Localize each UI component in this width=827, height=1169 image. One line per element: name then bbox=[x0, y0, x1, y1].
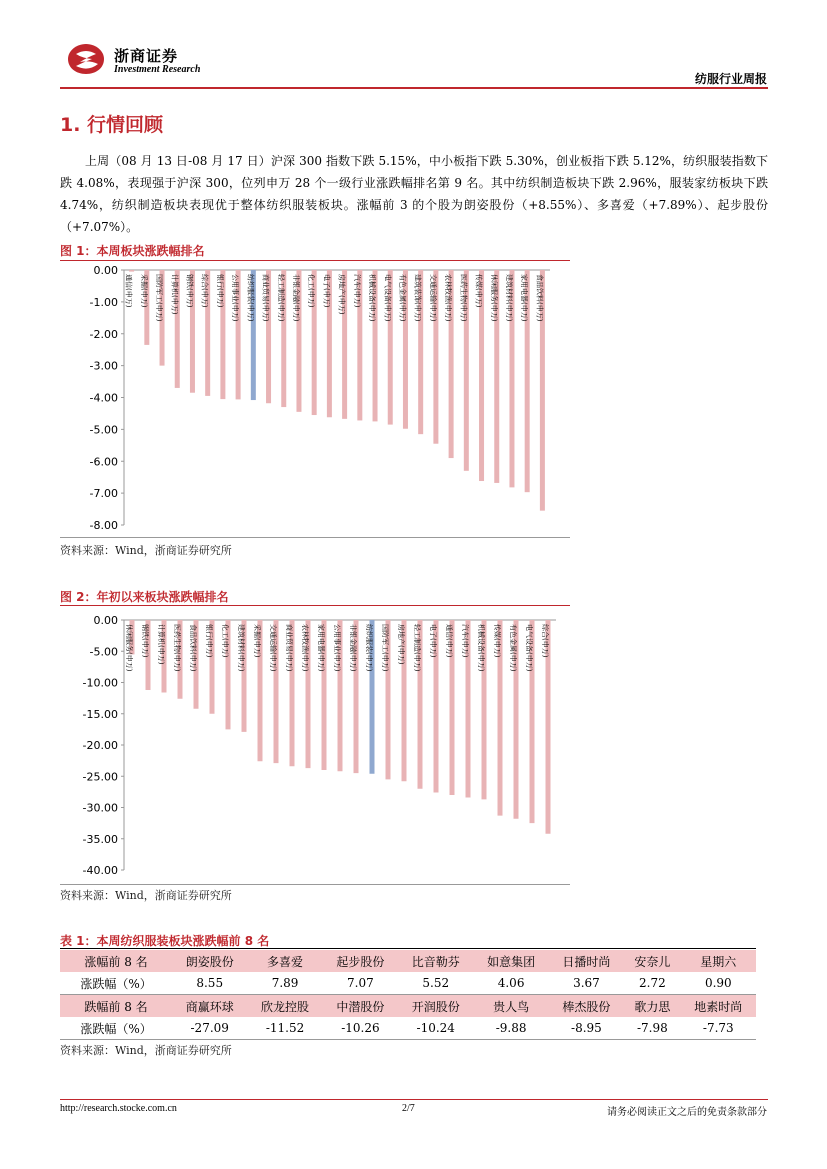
table-cell: 4.06 bbox=[473, 972, 548, 995]
category-label: 医药生物(申万) bbox=[459, 274, 468, 322]
category-label: 通信(申万) bbox=[445, 624, 453, 658]
report-type: 纺服行业周报 bbox=[694, 72, 767, 86]
table-cell: 地素时尚 bbox=[681, 995, 756, 1018]
category-label: 汽车(申万) bbox=[352, 274, 361, 308]
category-label: 交通运输(申万) bbox=[269, 624, 277, 672]
y-tick-label: -6.00 bbox=[89, 455, 118, 469]
category-label: 房地产(申万) bbox=[337, 274, 346, 315]
table-cell: 棒杰股份 bbox=[549, 995, 624, 1018]
table-1-top-line bbox=[60, 948, 756, 949]
table-row bbox=[60, 1017, 756, 1040]
category-label: 计算机(申万) bbox=[157, 624, 165, 665]
y-tick-label: -30.00 bbox=[82, 801, 118, 815]
figure-1-bottom-line bbox=[60, 537, 570, 538]
y-tick-label: 0.00 bbox=[93, 614, 118, 627]
category-label: 轻工制造(申万) bbox=[413, 624, 421, 672]
category-label: 国防军工(申万) bbox=[381, 624, 389, 672]
category-label: 轻工制造(申万) bbox=[276, 274, 285, 322]
category-label: 汽车(申万) bbox=[461, 624, 469, 658]
row-label: 涨幅前 8 名 bbox=[60, 950, 172, 972]
y-tick-label: -7.00 bbox=[89, 487, 118, 501]
category-label: 农林牧渔(申万) bbox=[301, 624, 309, 672]
category-label: 非银金融(申万) bbox=[291, 274, 300, 322]
category-label: 有色金属(申万) bbox=[509, 624, 517, 672]
category-label: 商业贸易(申万) bbox=[261, 274, 270, 322]
logo bbox=[66, 42, 106, 76]
table-cell: 日播时尚 bbox=[549, 950, 624, 972]
table-cell: 3.67 bbox=[549, 972, 624, 995]
chart-ytd-ranking bbox=[60, 608, 575, 886]
category-label: 家用电器(申万) bbox=[317, 624, 325, 672]
category-label: 国防军工(申万) bbox=[155, 274, 164, 322]
y-tick-label: 0.00 bbox=[93, 264, 118, 277]
chart-weekly-ranking bbox=[60, 262, 575, 538]
table-cell: -7.98 bbox=[624, 1017, 681, 1040]
table-cell: 如意集团 bbox=[473, 950, 548, 972]
table-row bbox=[60, 995, 756, 1018]
y-tick-label: -40.00 bbox=[82, 864, 118, 877]
category-label: 传媒(申万) bbox=[474, 274, 483, 308]
footer-url[interactable]: http://research.stocke.com.cn bbox=[60, 1103, 177, 1114]
category-label: 建筑装饰(申万) bbox=[413, 274, 422, 322]
y-tick-label: -8.00 bbox=[89, 519, 118, 532]
top-movers-table bbox=[60, 950, 756, 1040]
figure-1-divider bbox=[60, 260, 570, 261]
figure-1-source: 资料来源：Wind，浙商证券研究所 bbox=[60, 544, 232, 557]
table-cell: -8.95 bbox=[549, 1017, 624, 1040]
table-cell: -9.88 bbox=[473, 1017, 548, 1040]
category-label: 交通运输(申万) bbox=[428, 274, 437, 322]
category-label: 通信(申万) bbox=[124, 274, 133, 308]
table-cell: 起步股份 bbox=[323, 950, 398, 972]
table-row bbox=[60, 950, 756, 972]
table-cell: 安奈儿 bbox=[624, 950, 681, 972]
table-cell: 8.55 bbox=[172, 972, 247, 995]
table-cell: -7.73 bbox=[681, 1017, 756, 1040]
header-divider bbox=[60, 87, 768, 89]
category-label: 建筑材料(申万) bbox=[504, 274, 513, 322]
category-label: 房地产(申万) bbox=[397, 624, 405, 665]
summary-paragraph: 上周（08 月 13 日-08 月 17 日）沪深 300 指数下跌 5.15%，中小板指下跌 5.30%，创业板指下跌 5.12%，纺织服装指数下跌 4.08%，表现强于沪深 300，位列申万 28 个一级行业涨跌幅排名第 9 名。其中纺织制造板块下跌 2.96%，服装家纺板块下跌 4.74%，纺织制造板块表现优于整体纺织服装板块。涨幅前 3 的个股为朗姿股份（+8.55%）、多喜爱（+7.89%）、起步股份（+7.07%）。 bbox=[60, 154, 768, 234]
table-1-source: 资料来源：Wind，浙商证券研究所 bbox=[60, 1044, 232, 1057]
category-label: 公用事业(申万) bbox=[231, 274, 240, 322]
y-tick-label: -35.00 bbox=[82, 832, 118, 846]
y-tick-label: -25.00 bbox=[82, 770, 118, 784]
category-label: 电子(申万) bbox=[429, 624, 437, 658]
y-tick-label: -5.00 bbox=[89, 423, 118, 437]
row-label: 涨跌幅（%） bbox=[60, 1017, 172, 1040]
category-label: 钢铁(申万) bbox=[141, 624, 149, 658]
category-label: 综合(申万) bbox=[200, 274, 209, 308]
category-label: 银行(申万) bbox=[205, 624, 213, 658]
category-label: 医药生物(申万) bbox=[173, 624, 181, 672]
category-label: 有色金属(申万) bbox=[398, 274, 407, 322]
bar bbox=[129, 270, 134, 272]
y-tick-label: -10.00 bbox=[82, 676, 118, 690]
category-label: 公用事业(申万) bbox=[333, 624, 341, 672]
row-label: 跌幅前 8 名 bbox=[60, 995, 172, 1018]
table-cell: -10.24 bbox=[398, 1017, 473, 1040]
category-label: 建筑材料(申万) bbox=[237, 624, 245, 672]
table-cell: -10.26 bbox=[323, 1017, 398, 1040]
category-label: 机械设备(申万) bbox=[368, 274, 377, 322]
y-tick-label: -4.00 bbox=[89, 391, 118, 405]
table-cell: 朗姿股份 bbox=[172, 950, 247, 972]
row-label: 涨跌幅（%） bbox=[60, 972, 172, 995]
category-label: 休闲服务(申万) bbox=[125, 624, 133, 672]
table-cell: 2.72 bbox=[624, 972, 681, 995]
category-label: 化工(申万) bbox=[307, 274, 316, 308]
table-cell: 7.07 bbox=[323, 972, 398, 995]
category-label: 采掘(申万) bbox=[253, 624, 261, 658]
table-cell: 开润股份 bbox=[398, 995, 473, 1018]
table-cell: 7.89 bbox=[247, 972, 322, 995]
category-label: 商业贸易(申万) bbox=[285, 624, 293, 672]
table-cell: -11.52 bbox=[247, 1017, 322, 1040]
figure-2-title: 图 2：年初以来板块涨跌幅排名 bbox=[60, 590, 229, 604]
table-cell: 中潜股份 bbox=[323, 995, 398, 1018]
y-tick-label: -3.00 bbox=[89, 359, 118, 373]
table-1-title: 表 1：本周纺织服装板块涨跌幅前 8 名 bbox=[60, 934, 270, 948]
category-label: 银行(申万) bbox=[215, 274, 224, 308]
footer-disclaimer: 请务必阅读正文之后的免责条款部分 bbox=[607, 1107, 767, 1118]
table-cell: -27.09 bbox=[172, 1017, 247, 1040]
table-cell: 歌力思 bbox=[624, 995, 681, 1018]
logo-text-en: Investment Research bbox=[114, 64, 201, 75]
category-label: 纺织服装(申万) bbox=[365, 624, 373, 672]
category-label: 电子(申万) bbox=[322, 274, 331, 308]
category-label: 食品饮料(申万) bbox=[189, 624, 197, 672]
category-label: 综合(申万) bbox=[541, 624, 549, 658]
y-tick-label: -1.00 bbox=[89, 295, 118, 309]
y-tick-label: -15.00 bbox=[82, 707, 118, 721]
category-label: 非银金融(申万) bbox=[349, 624, 357, 672]
table-cell: 贵人鸟 bbox=[473, 995, 548, 1018]
category-label: 传媒(申万) bbox=[493, 624, 501, 658]
figure-1-title: 图 1：本周板块涨跌幅排名 bbox=[60, 244, 205, 258]
section-title: 1. 行情回顾 bbox=[60, 114, 164, 136]
category-label: 纺织服装(申万) bbox=[246, 274, 255, 322]
category-label: 化工(申万) bbox=[221, 624, 229, 658]
figure-2-source: 资料来源：Wind，浙商证券研究所 bbox=[60, 889, 232, 902]
table-row bbox=[60, 972, 756, 995]
table-cell: 星期六 bbox=[681, 950, 756, 972]
category-label: 钢铁(申万) bbox=[185, 274, 194, 308]
table-cell: 0.90 bbox=[681, 972, 756, 995]
y-tick-label: -5.00 bbox=[89, 645, 118, 659]
category-label: 休闲服务(申万) bbox=[489, 274, 498, 322]
category-label: 食品饮料(申万) bbox=[535, 274, 544, 322]
category-label: 电气设备(申万) bbox=[525, 624, 533, 672]
y-tick-label: -20.00 bbox=[82, 739, 118, 752]
table-cell: 5.52 bbox=[398, 972, 473, 995]
y-tick-label: -2.00 bbox=[89, 327, 118, 341]
category-label: 采掘(申万) bbox=[139, 274, 148, 308]
page-number: 2/7 bbox=[402, 1103, 415, 1114]
figure-2-divider bbox=[60, 605, 570, 606]
category-label: 机械设备(申万) bbox=[477, 624, 485, 672]
figure-2-bottom-line bbox=[60, 884, 570, 885]
category-label: 家用电器(申万) bbox=[520, 274, 529, 322]
table-cell: 多喜爱 bbox=[247, 950, 322, 972]
category-label: 计算机(申万) bbox=[170, 274, 179, 315]
table-cell: 商赢环球 bbox=[172, 995, 247, 1018]
category-label: 农林牧渔(申万) bbox=[444, 274, 453, 322]
logo-text-cn: 浙商证券 bbox=[114, 47, 179, 65]
footer-divider bbox=[60, 1099, 768, 1100]
table-cell: 比音勒芬 bbox=[398, 950, 473, 972]
category-label: 电气设备(申万) bbox=[383, 274, 392, 322]
table-cell: 欣龙控股 bbox=[247, 995, 322, 1018]
